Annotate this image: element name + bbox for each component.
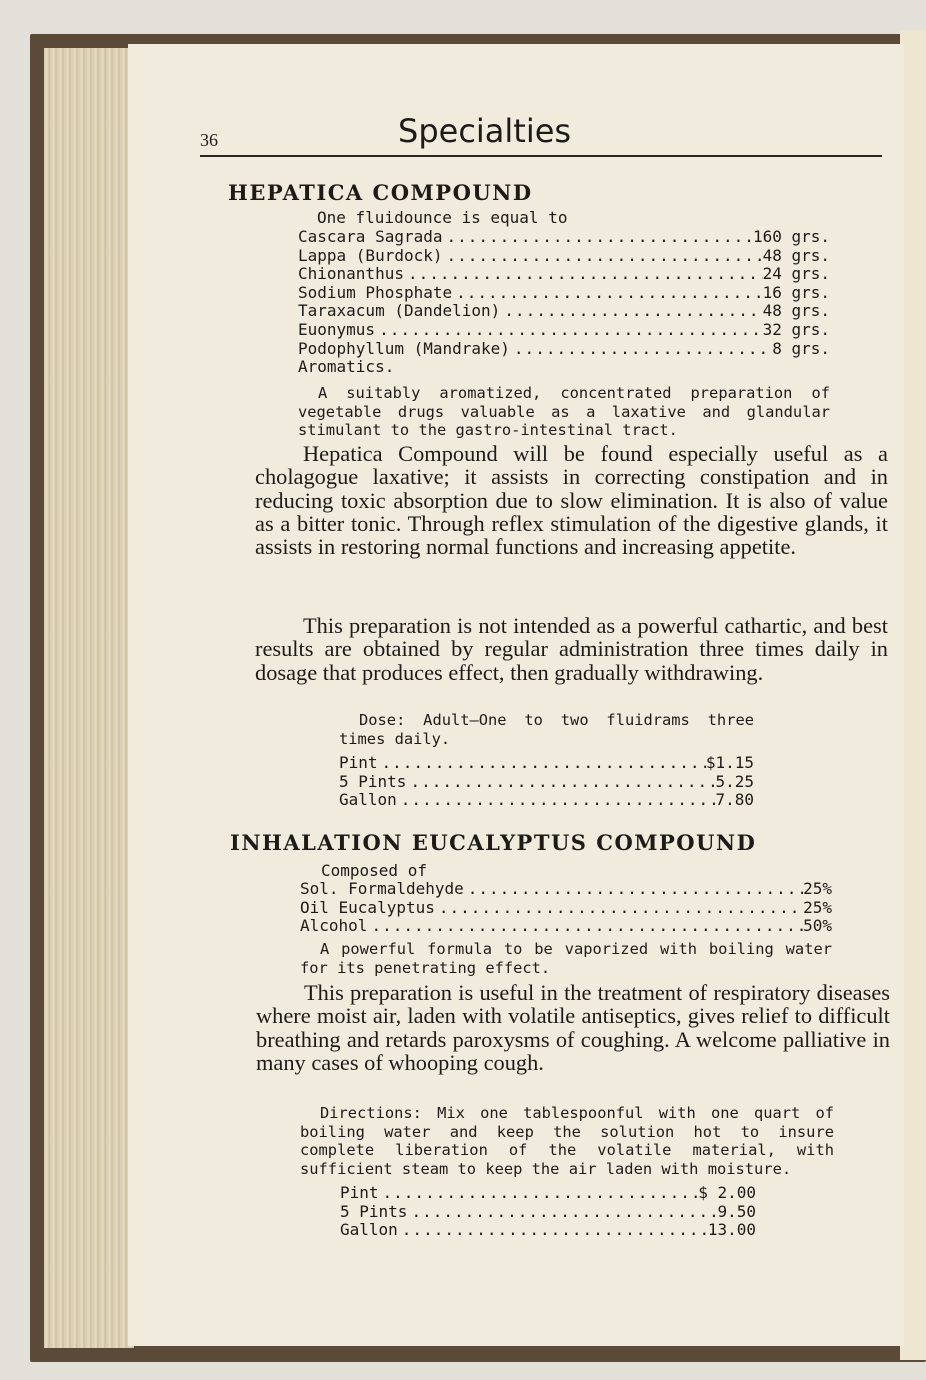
leader-dots xyxy=(443,247,763,266)
leader-dots xyxy=(452,284,762,303)
leader-dots xyxy=(510,340,772,359)
header-rule xyxy=(200,155,882,157)
price-row xyxy=(340,1221,756,1240)
inhalation-directions: Directions: Mix one tablespoonful with one quart of boiling water and keep the solution hot to insure complete liberation of the volatile material, with sufficient steam to keep the air laden with moisture. xyxy=(300,1104,834,1178)
price-row xyxy=(340,1184,756,1203)
ingredient-name: Lappa (Burdock) xyxy=(298,245,443,265)
page-edges xyxy=(44,48,134,1348)
ingredient-name: Podophyllum (Mandrake) xyxy=(298,338,510,358)
hepatica-price-list xyxy=(339,754,754,810)
price-row xyxy=(339,754,754,773)
price-value: 9.50 xyxy=(717,1201,756,1221)
ingredient-name: Euonymus xyxy=(298,319,376,339)
ingredient-row xyxy=(300,880,832,899)
ingredient-amount: 16 grs. xyxy=(762,282,830,302)
book-page xyxy=(128,44,904,1346)
ingredient-row xyxy=(300,917,832,936)
price-row xyxy=(339,791,754,810)
leader-dots xyxy=(404,265,763,284)
ingredient-amount: 48 grs. xyxy=(762,245,830,265)
hepatica-intro: One fluidounce is equal to xyxy=(317,208,568,227)
price-row xyxy=(339,773,754,792)
hepatica-ingredients xyxy=(298,228,830,377)
ingredient-name: Taraxacum (Dandelion) xyxy=(298,301,501,321)
price-size: Gallon xyxy=(340,1220,398,1240)
leader-dots xyxy=(407,1203,717,1222)
leader-dots xyxy=(379,1184,699,1203)
leader-dots xyxy=(435,899,803,918)
ingredient-row xyxy=(298,321,830,340)
inhalation-description: A powerful formula to be vaporized with boiling water for its penetrating effect. xyxy=(300,940,832,977)
ingredient-name: Sol. Formaldehyde xyxy=(300,879,464,898)
aromatics-line: Aromatics. xyxy=(298,357,395,377)
ingredient-row xyxy=(298,302,830,321)
hepatica-title: HEPATICA COMPOUND xyxy=(228,180,533,205)
ingredient-amount: 25% xyxy=(803,879,832,898)
ingredient-name: Cascara Sagrada xyxy=(298,227,443,246)
ingredient-amount: 160 grs. xyxy=(752,227,830,246)
leader-dots xyxy=(375,321,763,340)
price-size: Pint xyxy=(339,753,378,772)
ingredient-row xyxy=(298,340,830,359)
inhalation-paragraph-1: This preparation is useful in the treatment of respiratory diseases where moist air, laden with volatile antiseptics, gives relief to difficult breathing and retards paroxysms of coughing. A welcome palliative in many cases of whooping cough. xyxy=(256,980,890,1075)
price-size: 5 Pints xyxy=(339,771,407,791)
inhalation-price-list xyxy=(340,1184,756,1240)
price-value: 13.00 xyxy=(707,1220,756,1240)
leader-dots xyxy=(397,791,716,810)
ingredient-amount: 8 grs. xyxy=(772,338,830,358)
price-value: $1.15 xyxy=(705,753,754,772)
ingredient-row xyxy=(298,247,830,266)
running-title: Specialties xyxy=(398,112,572,150)
leader-dots xyxy=(443,228,753,247)
ingredient-row xyxy=(300,899,832,918)
ingredient-row xyxy=(298,265,830,284)
leader-dots xyxy=(378,754,706,773)
price-size: Pint xyxy=(340,1183,379,1202)
price-value: 7.80 xyxy=(715,790,754,810)
price-value: $ 2.00 xyxy=(698,1183,756,1202)
price-value: 5.25 xyxy=(715,771,754,791)
price-size: 5 Pints xyxy=(340,1201,408,1221)
ingredient-amount: 48 grs. xyxy=(762,301,830,321)
ingredient-row xyxy=(298,284,830,303)
ingredient-amount: 24 grs. xyxy=(762,264,830,284)
inhalation-ingredients xyxy=(300,880,832,936)
ingredient-amount: 50% xyxy=(803,916,832,936)
leader-dots xyxy=(464,880,803,899)
leader-dots xyxy=(398,1221,708,1240)
leader-dots xyxy=(500,302,762,321)
leader-dots xyxy=(406,773,715,792)
ingredient-amount: 32 grs. xyxy=(762,319,830,339)
ingredient-row xyxy=(298,228,830,247)
price-row xyxy=(340,1203,756,1222)
ingredient-name: Chionanthus xyxy=(298,264,404,284)
ingredient-name: Sodium Phosphate xyxy=(298,282,453,302)
ingredient-amount: 25% xyxy=(803,897,832,917)
leader-dots xyxy=(367,917,803,936)
ingredient-name: Oil Eucalyptus xyxy=(300,897,435,917)
page-number: 36 xyxy=(200,130,218,150)
inhalation-title: INHALATION EUCALYPTUS COMPOUND xyxy=(230,830,757,855)
hepatica-paragraph-2: This preparation is not intended as a powerful cathartic, and best results are obtained by regular administration three times daily in dosage that produces effect, then gradually withdrawing. xyxy=(255,613,888,685)
hepatica-dose: Dose: Adult—One to two fluidrams three times daily. xyxy=(339,711,754,748)
price-size: Gallon xyxy=(339,790,397,810)
hepatica-paragraph-1: Hepatica Compound will be found especially useful as a cholagogue laxative; it assists in correcting constipation and in reducing toxic absorption due to slow elimination. It is also of value as a bitter tonic. Through reflex stimulation of the digestive glands, it assists in restoring normal functions and increasing appetite. xyxy=(255,441,888,560)
ingredient-name: Alcohol xyxy=(300,916,368,936)
inhalation-intro: Composed of xyxy=(321,861,427,880)
hepatica-description: A suitably aromatized, concentrated preparation of vegetable drugs valuable as a laxative and glandular stimulant to the gastro-intestinal tract. xyxy=(298,384,830,440)
